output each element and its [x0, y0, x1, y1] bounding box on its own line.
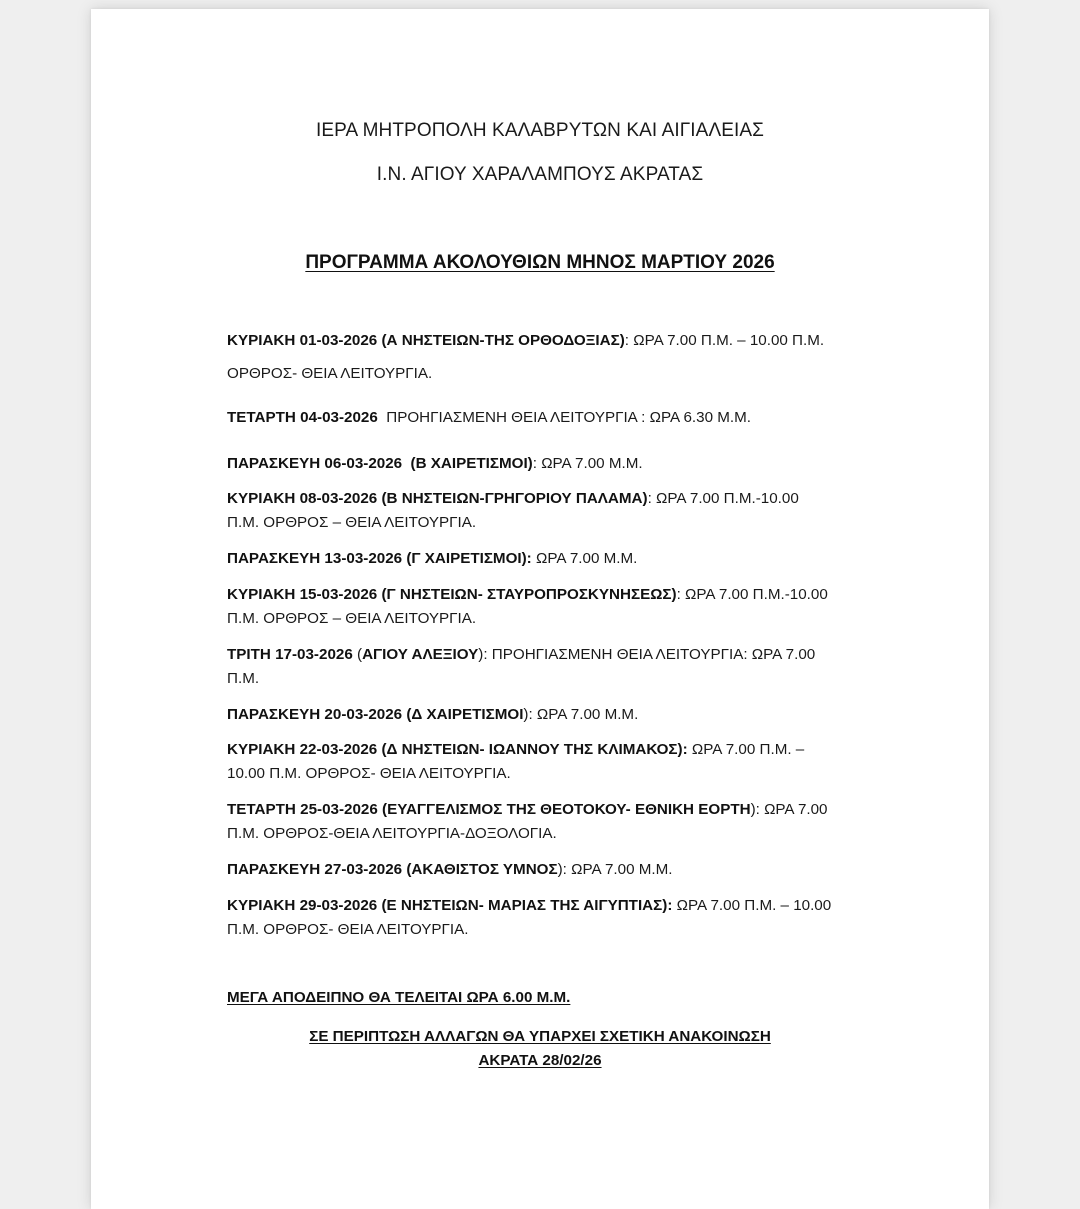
entry-details: ΩΡΑ 7.00 Π.Μ. – — [687, 741, 805, 758]
compline-note: ΜΕΓΑ ΑΠΟΔΕΙΠΝΟ ΘΑ ΤΕΛΕΙΤΑΙ ΩΡΑ 6.00 Μ.Μ. — [227, 989, 571, 1006]
schedule-entry — [227, 406, 857, 430]
schedule-entry — [227, 894, 857, 942]
entry-details: ΠΡΟΗΓΙΑΣΜΕΝΗ ΘΕΙΑ ΛΕΙΤΟΥΡΓΙΑ : ΩΡΑ 6.30 Μ.Μ. — [377, 409, 752, 426]
entry-date-label: ΚΥΡΙΑΚΗ 08-03-2026 (Β ΝΗΣΤΕΙΩΝ-ΓΡΗΓΟΡΙΟΥ ΠΑΛΑΜΑ) — [227, 490, 648, 507]
schedule-entry — [227, 583, 857, 631]
entry-date-label: ΚΥΡΙΑΚΗ 22-03-2026 (Δ ΝΗΣΤΕΙΩΝ- ΙΩΑΝΝΟΥ ΤΗΣ ΚΛΙΜΑΚΟΣ): — [227, 741, 688, 758]
entry-date-label: ΚΥΡΙΑΚΗ 29-03-2026 (Ε ΝΗΣΤΕΙΩΝ- ΜΑΡΙΑΣ ΤΗΣ ΑΙΓΥΠΤΙΑΣ): — [227, 897, 673, 914]
entry-date-label: ΤΕΤΑΡΤΗ 25-03-2026 (ΕΥΑΓΓΕΛΙΣΜΟΣ ΤΗΣ ΘΕΟΤΟΚΟΥ- ΕΘΝΙΚΗ ΕΟΡΤΗ — [227, 801, 751, 818]
entry-date-label: ΚΥΡΙΑΚΗ 01-03-2026 (Α ΝΗΣΤΕΙΩΝ-ΤΗΣ ΟΡΘΟΔΟΞΙΑΣ) — [227, 332, 625, 349]
entry-details: : ΩΡΑ 7.00 Π.Μ.-10.00 — [647, 490, 799, 507]
document-title: ΠΡΟΓΡΑΜΜΑ ΑΚΟΛΟΥΘΙΩΝ ΜΗΝΟΣ ΜΑΡΤΙΟΥ 2026 — [305, 252, 775, 273]
entry-feast-name: ΑΓΙΟΥ ΑΛΕΞΙΟΥ — [362, 646, 479, 663]
entry-details-continued: Π.Μ. ΟΡΘΡΟΣ – ΘΕΙΑ ΛΕΙΤΟΥΡΓΙΑ. — [227, 514, 477, 531]
entry-details-continued: Π.Μ. ΟΡΘΡΟΣ- ΘΕΙΑ ΛΕΙΤΟΥΡΓΙΑ. — [227, 921, 469, 938]
entry-details-continued: 10.00 Π.Μ. ΟΡΘΡΟΣ- ΘΕΙΑ ΛΕΙΤΟΥΡΓΙΑ. — [227, 765, 511, 782]
entry-date-label: ΠΑΡΑΣΚΕΥΗ 27-03-2026 (ΑΚΑΘΙΣΤΟΣ ΥΜΝΟΣ — [227, 861, 558, 878]
entry-date-label: ΤΕΤΑΡΤΗ 04-03-2026 — [227, 409, 378, 426]
entry-details-continued: Π.Μ. ΟΡΘΡΟΣ – ΘΕΙΑ ΛΕΙΤΟΥΡΓΙΑ. — [227, 610, 477, 627]
entry-details: ): ΩΡΑ 7.00 — [750, 801, 828, 818]
schedule-entry — [227, 643, 857, 691]
schedule-entry — [227, 547, 857, 571]
entry-details: : ΩΡΑ 7.00 Π.Μ. – 10.00 Π.Μ. — [624, 332, 825, 349]
church-name: Ι.Ν. ΑΓΙΟΥ ΧΑΡΑΛΑΜΠΟΥΣ ΑΚΡΑΤΑΣ — [376, 164, 704, 185]
schedule-entry — [227, 329, 857, 386]
entry-details: ): ΠΡΟΗΓΙΑΣΜΕΝΗ ΘΕΙΑ ΛΕΙΤΟΥΡΓΙΑ: ΩΡΑ 7.00 — [478, 646, 816, 663]
document-page — [91, 9, 989, 1209]
place-and-date: ΑΚΡΑΤΑ 28/02/26 — [478, 1052, 602, 1069]
schedule-entry — [227, 487, 857, 535]
schedule-entry — [227, 798, 857, 846]
entry-details: ΩΡΑ 7.00 Π.Μ. – 10.00 — [672, 897, 832, 914]
schedule-entry — [227, 738, 857, 786]
diocese-name: ΙΕΡΑ ΜΗΤΡΟΠΟΛΗ ΚΑΛΑΒΡΥΤΩΝ ΚΑΙ ΑΙΓΙΑΛΕΙΑΣ — [315, 120, 765, 141]
entry-details: : ΩΡΑ 7.00 Π.Μ.-10.00 — [676, 586, 828, 603]
entry-details: ): ΩΡΑ 7.00 Μ.Μ. — [523, 706, 639, 723]
schedule-entry — [227, 452, 857, 476]
entry-date-label: ΠΑΡΑΣΚΕΥΗ 06-03-2026 (Β ΧΑΙΡΕΤΙΣΜΟΙ) — [227, 455, 533, 472]
entry-paren-open: ( — [352, 646, 363, 663]
change-notice: ΣΕ ΠΕΡΙΠΤΩΣΗ ΑΛΛΑΓΩΝ ΘΑ ΥΠΑΡΧΕΙ ΣΧΕΤΙΚΗ ΑΝΑΚΟΙΝΩΣΗ — [309, 1028, 771, 1045]
schedule-entry — [227, 858, 857, 882]
entry-details: ): ΩΡΑ 7.00 Μ.Μ. — [557, 861, 673, 878]
entry-date-label: ΚΥΡΙΑΚΗ 15-03-2026 (Γ ΝΗΣΤΕΙΩΝ- ΣΤΑΥΡΟΠΡΟΣΚΥΝΗΣΕΩΣ) — [227, 586, 677, 603]
entry-date-label: ΠΑΡΑΣΚΕΥΗ 13-03-2026 (Γ ΧΑΙΡΕΤΙΣΜΟΙ): — [227, 550, 532, 567]
entry-details: ΩΡΑ 7.00 Μ.Μ. — [531, 550, 638, 567]
entry-date-label: ΤΡΙΤΗ 17-03-2026 — [227, 646, 353, 663]
schedule-entry — [227, 703, 857, 727]
entry-details-continued: Π.Μ. ΟΡΘΡΟΣ-ΘΕΙΑ ΛΕΙΤΟΥΡΓΙΑ-ΔΟΞΟΛΟΓΙΑ. — [227, 825, 557, 842]
entry-details: : ΩΡΑ 7.00 Μ.Μ. — [532, 455, 643, 472]
entry-details-continued: Π.Μ. — [227, 670, 260, 687]
entry-details-continued: ΟΡΘΡΟΣ- ΘΕΙΑ ΛΕΙΤΟΥΡΓΙΑ. — [227, 365, 433, 382]
entry-date-label: ΠΑΡΑΣΚΕΥΗ 20-03-2026 (Δ ΧΑΙΡΕΤΙΣΜΟΙ — [227, 706, 524, 723]
